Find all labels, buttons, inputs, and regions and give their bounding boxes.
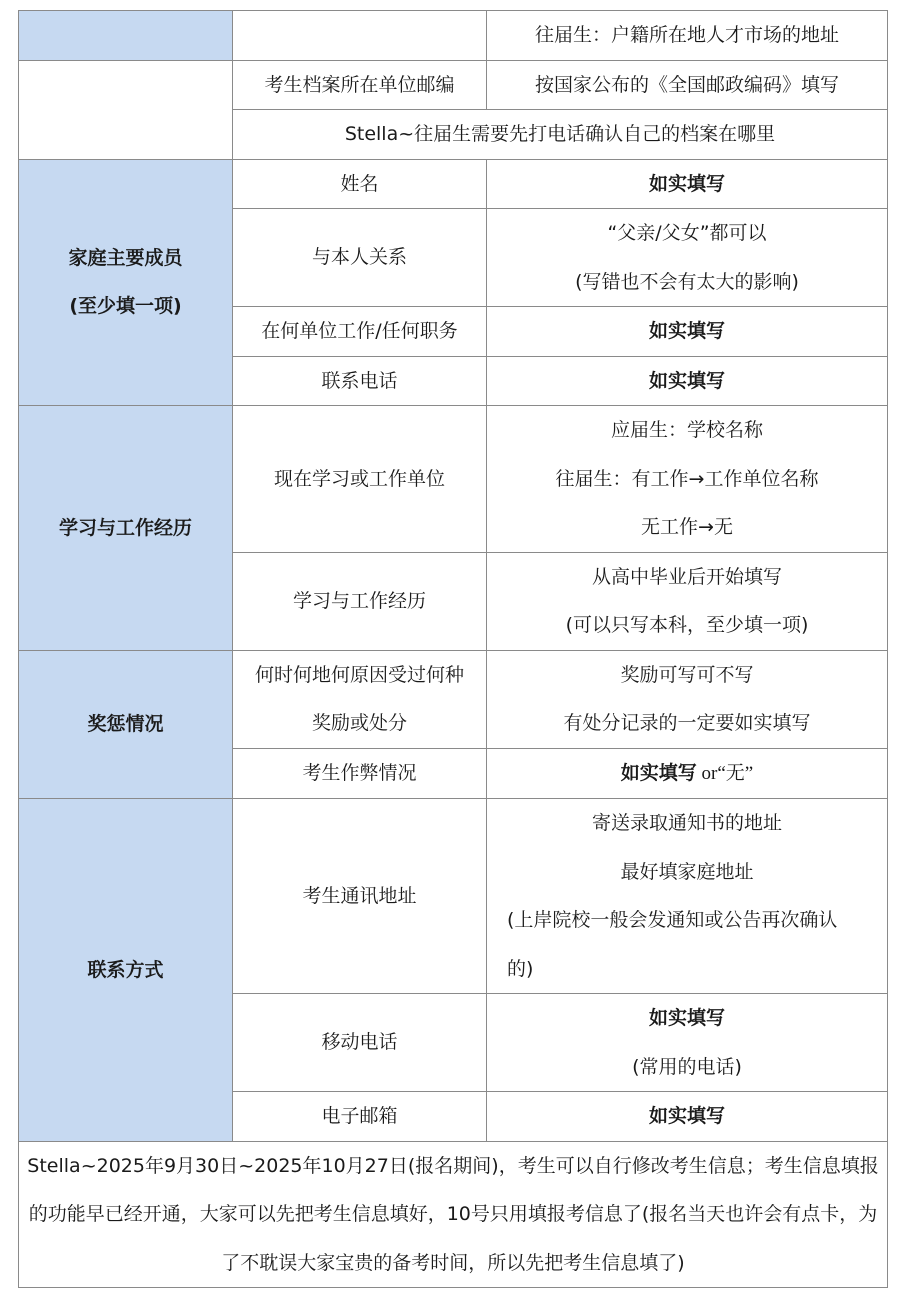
note-cell: Stella~往届生需要先打电话确认自己的档案在哪里 (233, 110, 888, 160)
table-row (19, 406, 888, 553)
value-cell: 如实填写 (487, 356, 888, 406)
field-cell: 考生通讯地址 (233, 799, 487, 994)
table-row (19, 650, 888, 748)
category-cell-study: 学习与工作经历 (19, 406, 233, 651)
value-cell: 如实填写 (487, 159, 888, 209)
table-row (19, 159, 888, 209)
value-cell: 如实填写 (487, 307, 888, 357)
field-cell: 考生作弊情况 (233, 748, 487, 799)
field-cell: 电子邮箱 (233, 1092, 487, 1142)
value-cell: 奖励可写可不写 有处分记录的一定要如实填写 (487, 650, 888, 748)
field-cell: 现在学习或工作单位 (233, 406, 487, 553)
value-cell: “父亲/父女”都可以 (写错也不会有太大的影响) (487, 209, 888, 307)
field-cell: 姓名 (233, 159, 487, 209)
field-cell: 移动电话 (233, 994, 487, 1092)
field-cell: 考生档案所在单位邮编 (233, 60, 487, 110)
value-cell: 从高中毕业后开始填写 (可以只写本科，至少填一项) (487, 552, 888, 650)
category-cell-empty (19, 11, 233, 61)
category-cell-rewards: 奖惩情况 (19, 650, 233, 799)
category-cell-family: 家庭主要成员 (至少填一项) (19, 159, 233, 406)
field-cell: 与本人关系 (233, 209, 487, 307)
value-cell: 如实填写 (常用的电话) (487, 994, 888, 1092)
exam-info-table (18, 10, 888, 1288)
value-cell: 寄送录取通知书的地址 最好填家庭地址 (上岸院校一般会发通知或公告再次确认的) (487, 799, 888, 994)
value-cell: 往届生：户籍所在地人才市场的地址 (487, 11, 888, 61)
field-cell: 联系电话 (233, 356, 487, 406)
field-cell: 何时何地何原因受过何种 奖励或处分 (233, 650, 487, 748)
category-cell-contact: 联系方式 (19, 799, 233, 1142)
value-cell: 如实填写 (487, 1092, 888, 1142)
value-cell: 按国家公布的《全国邮政编码》填写 (487, 60, 888, 110)
field-cell: 在何单位工作/任何职务 (233, 307, 487, 357)
value-cell: 应届生：学校名称 往届生：有工作→工作单位名称 无工作→无 (487, 406, 888, 553)
table-row (19, 799, 888, 994)
footer-note: Stella~2025年9月30日~2025年10月27日(报名期间)，考生可以自行修改考生信息；考生信息填报的功能早已经开通，大家可以先把考生信息填好，10号只用填报考信息了(报名当天也许会有点卡，为了不耽误大家宝贵的备考时间，所以先把考生信息填了) (19, 1141, 888, 1288)
value-cell: 如实填写 or“无” (487, 748, 888, 799)
category-cell-empty (19, 60, 233, 159)
table-row (19, 11, 888, 61)
field-cell: 学习与工作经历 (233, 552, 487, 650)
table-row (19, 60, 888, 110)
table-row (19, 1141, 888, 1288)
field-cell-empty (233, 11, 487, 61)
